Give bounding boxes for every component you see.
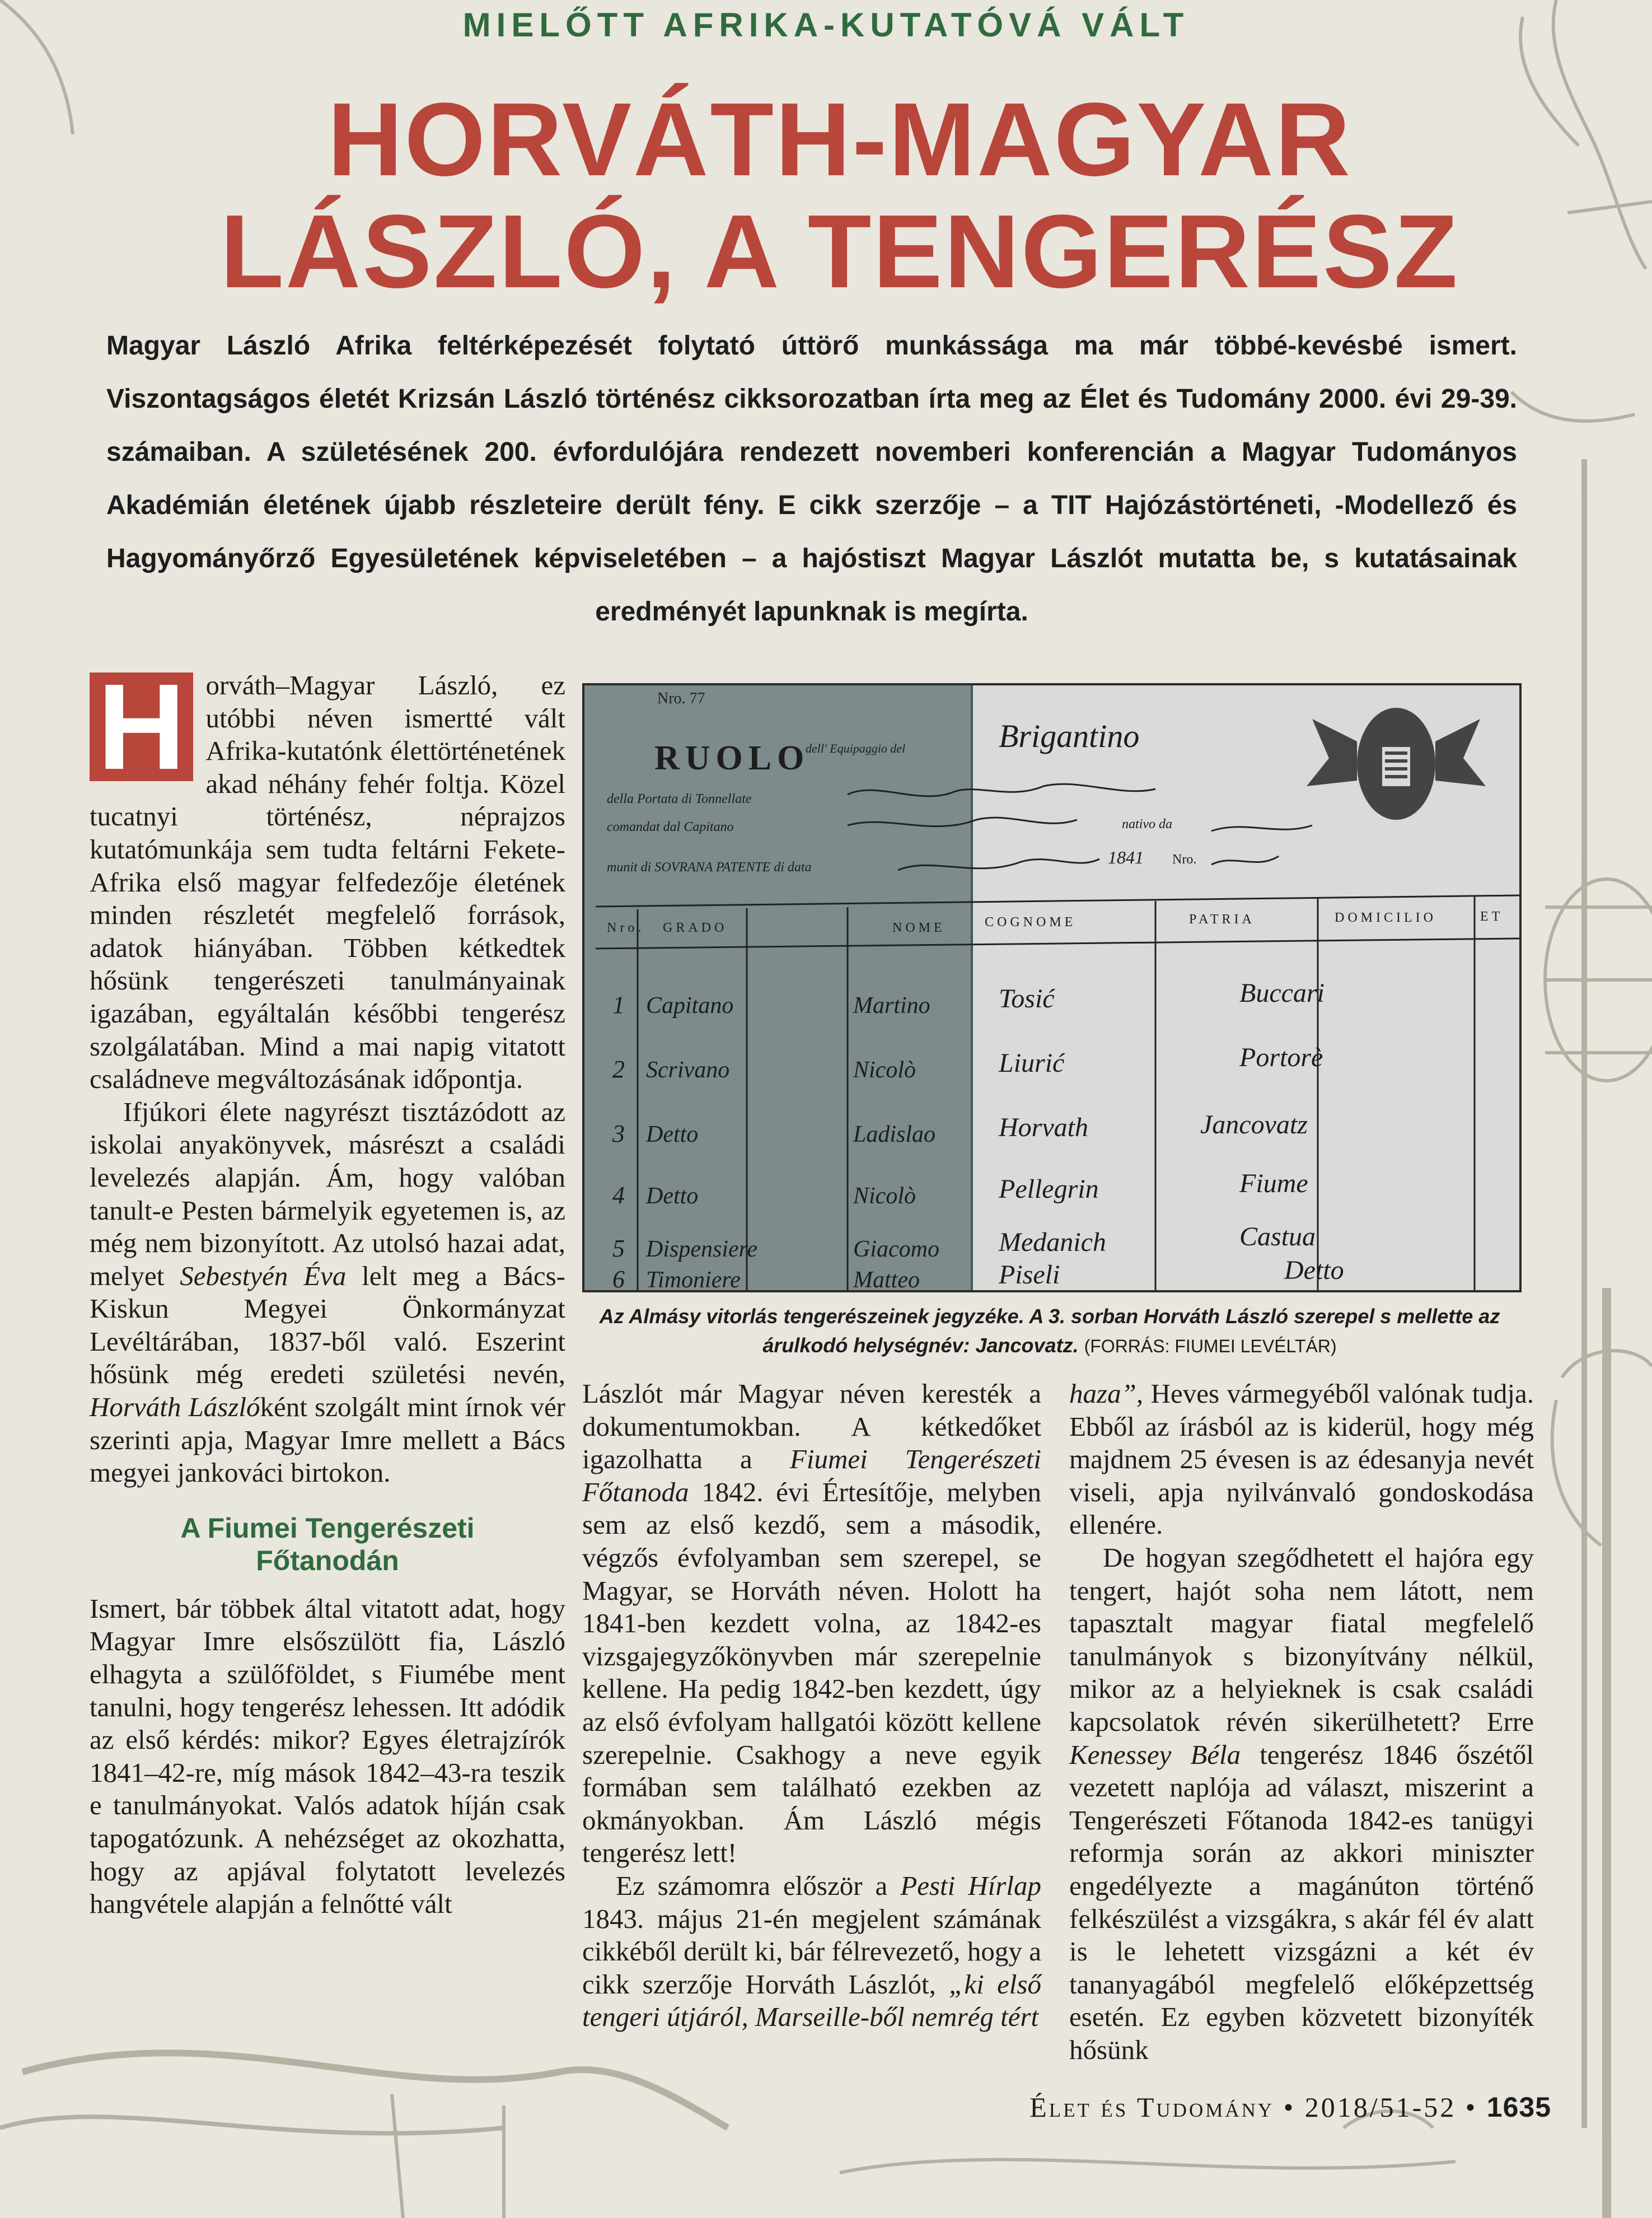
row-number: 6: [612, 1266, 625, 1290]
column-3: [1069, 1378, 1534, 2066]
italic-name: Sebestyén Éva: [180, 1260, 347, 1291]
paragraph-text: orváth–Magyar László, ez utóbbi néven ismertté vált Afrika-kutatónk élettörténetének akad néhány fehér foltja. Közel tucatnyi történész, néprajzos kutatómunkája sem tudta feltárni Fekete-Afrika első magyar felfedezője életének minden részletét megfelelő források, adatok hiányában. Többen kétkedtek hősünk tengerészeti tanulmányainak igazában, egyáltalán későbbi tengerész szolgálatában. Mind a mai napig vitatott családneve megváltozásának időpontja.: [90, 670, 565, 1095]
row-nome: Ladislao: [853, 1122, 936, 1147]
text-run: Ez számomra először a: [616, 1870, 901, 1901]
row-cognome: Horvath: [999, 1113, 1088, 1142]
kicker: MIELŐTT AFRIKA-KUTATÓVÁ VÁLT: [462, 6, 1190, 44]
italic-name: Horváth László: [90, 1391, 260, 1423]
row-grado: Detto: [646, 1122, 699, 1147]
italic-name: Fiumei Tengerészeti Főtanoda: [582, 1444, 1041, 1507]
title-line-2: LÁSZLÓ, A TENGERÉSZ: [220, 194, 1459, 310]
row-patria: Fiume: [1239, 1169, 1308, 1198]
caption-text: Az Almásy vitorlás tengerészeinek jegyzéke. A 3. sorban Horváth László szerepel s mellette az árulkodó helységnév: Jancovatz.: [599, 1305, 1500, 1357]
row-nome: Nicolò: [853, 1183, 916, 1209]
subheading-line-1: A Fiumei Tengerészeti: [180, 1512, 475, 1544]
paragraph: [1069, 1542, 1534, 2067]
crew-list-document: [584, 685, 1519, 1290]
article-title: [146, 84, 1534, 308]
footer-bullet: •: [1465, 2091, 1487, 2123]
row-grado: Timoniere: [646, 1267, 741, 1290]
row-nome: Martino: [853, 993, 930, 1019]
row-patria: Buccari: [1239, 978, 1325, 1008]
text-run: Heves vármegyéből valónak tudja. Ebből az írásból az is kiderül, hogy még majdnem 25 évesen is az édesanyja nevét viseli, apja nyilvánvaló gondoskodása ellenére.: [1069, 1378, 1534, 1540]
italic-quote: „ki első tengeri útjáról, Marseille-ből nemrég tért: [582, 1968, 1041, 2033]
ruolo-heading: RUOLO: [654, 739, 810, 777]
text-run: Ifjúkori élete nagyrészt tisztázódott az iskolai anyakönyvek, másrészt a családi levelezés alapján. Ám, hogy valóban tanult-e Pesten bármelyik egyetemen is, az még nem bizonyított. Az utolsó hazai adat, melyet: [90, 1096, 565, 1291]
text-run: 1843. május 21-én megjelent számának cikkéből derült ki, bár félrevezető, hogy a cikk szerzője Horváth Lászlót,: [582, 1903, 1041, 2000]
row-number: 3: [612, 1120, 625, 1147]
text-run: lelt meg a Bács-Kiskun Megyei Önkormányzat Levéltárában, 1837-ből való. Eszerint hősünk még eredeti születési nevén,: [90, 1260, 566, 1390]
photo-caption: [582, 1302, 1517, 1361]
row-number: 5: [612, 1235, 625, 1262]
handwritten-vessel: Brigantino: [999, 718, 1140, 754]
page-fold: [971, 685, 973, 1290]
printed-line-capitano: comandat dal Capitano: [607, 820, 734, 834]
caption-source: (FORRÁS: FIUMEI LEVÉLTÁR): [1084, 1336, 1337, 1356]
document-photo: [582, 683, 1522, 1292]
col-header: GRADO: [663, 921, 728, 935]
page-number: 1635: [1486, 2091, 1551, 2123]
col-header: DOMICILIO: [1335, 910, 1436, 925]
title-line-1: HORVÁTH-MAGYAR: [327, 82, 1352, 198]
ruolo-subtitle: dell' Equipaggio del: [806, 741, 906, 755]
journal-name: Élet és Tudomány: [1029, 2091, 1275, 2123]
row-patria: Detto: [1284, 1255, 1344, 1285]
drop-cap: H: [90, 673, 193, 781]
subheading: [90, 1512, 565, 1577]
paragraph: [90, 1096, 565, 1489]
row-number: 2: [612, 1056, 625, 1083]
page-footer: [1029, 2088, 1551, 2127]
col-header: PATRIA: [1189, 912, 1255, 927]
text-run: ként szolgált mint írnok vér szerinti apja, Magyar Imre mellett a Bács megyei jankováci birtokon.: [90, 1391, 566, 1488]
paragraph: [1069, 1378, 1534, 1542]
subheading-line-2: Főtanodán: [256, 1544, 399, 1576]
row-number: 4: [612, 1182, 625, 1209]
paragraph: Ismert, bár többek által vitatott adat, hogy Magyar Imre elsőszülött fia, László elhagyta a szülőföldet, s Fiumébe ment tanulni, hogy tengerész lehessen. Itt adódik az első kérdés: mikor? Egyes életrajzírók 1841–42-re, míg mások 1842–43-ra teszik e tanulmányokat. Valós adatok híján csak tapogatózunk. A nehézséget az okozhatta, hogy az apjával folytatott levelezés hangvétele alapján a felnőtté vált: [90, 1593, 565, 1920]
row-grado: Detto: [646, 1183, 699, 1209]
column-2: [582, 1378, 1041, 2034]
col-header: NOME: [892, 921, 946, 935]
printed-nativo: nativo da: [1122, 817, 1172, 832]
text-run: Lászlót már Magyar néven keresték a dokumentumokban. A kétkedőket igazolhatta a: [582, 1378, 1041, 1475]
row-cognome: Tosić: [999, 984, 1055, 1014]
footer-bullet: •: [1283, 2091, 1305, 2123]
doc-number: Nro. 77: [657, 690, 705, 707]
row-grado: Dispensiere: [646, 1236, 758, 1262]
paragraph: [582, 1378, 1041, 1870]
column-1: [90, 659, 566, 1921]
row-patria: Portorè: [1239, 1043, 1323, 1072]
col-header: ET: [1480, 909, 1504, 924]
row-nome: Matteo: [853, 1267, 920, 1290]
printed-line-portata: della Portata di Tonnellate: [607, 792, 752, 806]
printed-line-patente: munit di SOVRANA PATENTE di data: [607, 860, 812, 875]
row-cognome: Liurić: [999, 1048, 1065, 1078]
col-header: Nro.: [607, 921, 645, 935]
text-run: 1842. évi Értesítője, melyben sem az első kezdő, sem a második, végzős évfolyamban sem szerepel, se Magyar, se Horváth néven. Holott ha 1841-ben kezdett volna, az 1842-es vizsgajegyzőkönyvben már szerepelnie kellene. Ha pedig 1842-ben kezdett, úgy az első évfolyam hallgatói között kellene szerepelnie. Csakhogy a neve egyik formában sem található ezekben az okmányokban. Ám László mégis tengerész lett!: [582, 1476, 1041, 1869]
paragraph: [582, 1870, 1041, 2034]
italic-quote: haza”,: [1069, 1378, 1144, 1409]
issue-number: 2018/51-52: [1304, 2091, 1457, 2123]
row-cognome: Medanich: [999, 1227, 1106, 1257]
paragraph: [90, 659, 565, 1096]
row-number: 1: [612, 991, 625, 1019]
row-nome: Nicolò: [853, 1057, 916, 1083]
text-run: De hogyan szegődhetett el hajóra egy tengert, hajót soha nem látott, nem tapasztalt magyar fiatal megfelelő tanulmányok s bizonyítvány nélkül, mikor az a helyieknek is csak családi kapcsolatok révén sikerülhetett? Erre: [1069, 1542, 1534, 1737]
handwritten-year: 1841: [1108, 847, 1144, 867]
text-run: tengerész 1846 őszétől vezetett naplója ad választ, miszerint a Tengerészeti Főtanoda 1842-es tanügyi reformja során az akkori miniszter engedélyezte a magánúton történő felkészülést a vizsgákra, s akár fél év alatt is le lehetett vizsgázni a két év tananyagából megfelelő előképzettség esetén. Ez egyben közvetett bizonyíték hősünk: [1069, 1739, 1534, 2065]
col-header: COGNOME: [985, 915, 1077, 930]
printed-nro: Nro.: [1172, 852, 1197, 867]
row-cognome: Piseli: [999, 1260, 1060, 1290]
row-grado: Capitano: [646, 993, 734, 1019]
row-grado: Scrivano: [646, 1057, 730, 1083]
lead-paragraph: Magyar László Afrika feltérképezését folytató úttörő munkássága ma már többé-kevésbé ismert. Viszontagságos életét Krizsán László történész cikksorozatban írta meg az Élet és Tudomány 2000. évi 29-39. számaiban. A születésének 200. évfordulójára rendezett novemberi konferencián a Magyar Tudományos Akadémián életének újabb részleteire derült fény. E cikk szerzője – a TIT Hajózástörténeti, -Modellező és Hagyományőrző Egyesületének képviseletében – a hajóstiszt Magyar Lászlót mutatta be, s kutatásainak eredményét lapunknak is megírta.: [106, 331, 1517, 627]
row-cognome: Pellegrin: [999, 1174, 1099, 1204]
row-patria: Jancovatz: [1200, 1110, 1308, 1140]
row-nome: Giacomo: [853, 1236, 939, 1262]
italic-name: Pesti Hírlap: [900, 1870, 1041, 1901]
italic-name: Kenessey Béla: [1069, 1739, 1241, 1770]
row-patria: Castua: [1239, 1222, 1316, 1252]
